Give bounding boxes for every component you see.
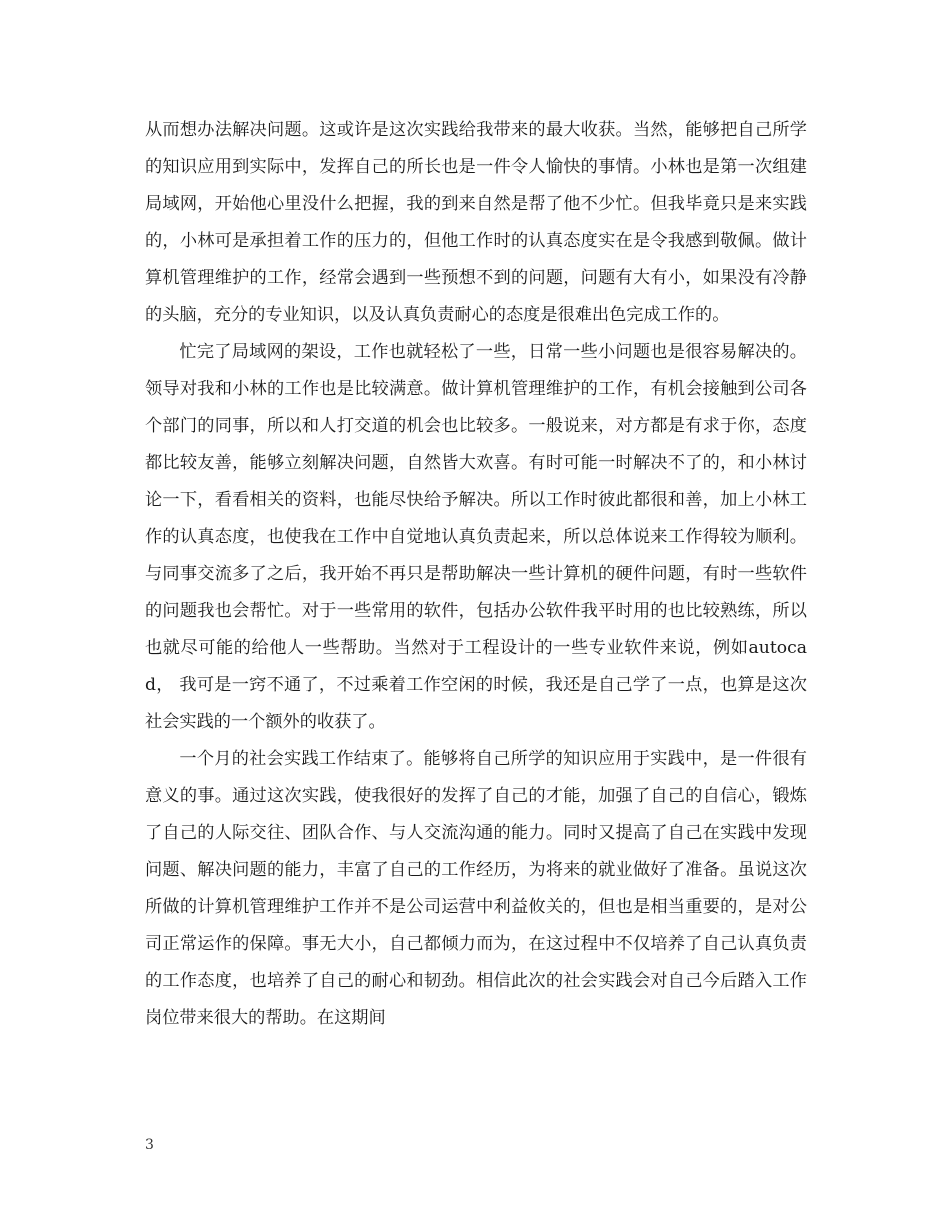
paragraph-3: 一个月的社会实践工作结束了。能够将自己所学的知识应用于实践中，是一件很有意义的事。通过这次实践，使我很好的发挥了自己的才能，加强了自己的自信心，锻炼了自己的人际交往、团队合作、与人交流沟通的能力。同时又提高了自己在实践中发现问题、解决问题的能力，丰富了自己的工作经历，为将来的就业做好了准备。虽说这次所做的计算机管理维护工作并不是公司运营中利益攸关的，但也是相当重要的，是对公司正常运作的保障。事无大小，自己都倾力而为，在这过程中不仅培养了自己认真负责的工作态度，也培养了自己的耐心和韧劲。相信此次的社会实践会对自己今后踏入工作岗位带来很大的帮助。在这期间 [145,749,807,1028]
paragraph-1: 从而想办法解决问题。这或许是这次实践给我带来的最大收获。当然，能够把自己所学的知识应用到实际中，发挥自己的所长也是一件令人愉快的事情。小林也是第一次组建局域网，开始他心里没什么把握，我的到来自然是帮了他不少忙。但我毕竟只是来实践的，小林可是承担着工作的压力的，但他工作时的认真态度实在是令我感到敬佩。做计算机管理维护的工作，经常会遇到一些预想不到的问题，问题有大有小，如果没有冷静的头脑，充分的专业知识，以及认真负责耐心的态度是很难出色完成工作的。 [145,120,807,325]
body-text [145,112,807,1037]
page-number: 3 [145,1137,154,1153]
paragraph-2: 忙完了局域网的架设，工作也就轻松了一些，日常一些小问题也是很容易解决的。领导对我和小林的工作也是比较满意。做计算机管理维护的工作，有机会接触到公司各个部门的同事，所以和人打交道的机会也比较多。一般说来，对方都是有求于你，态度都比较友善，能够立刻解决问题，自然皆大欢喜。有时可能一时解决不了的，和小林讨论一下，看看相关的资料，也能尽快给予解决。所以工作时彼此都很和善，加上小林工作的认真态度，也使我在工作中自觉地认真负责起来，所以总体说来工作得较为顺利。与同事交流多了之后，我开始不再只是帮助解决一些计算机的硬件问题，有时一些软件的问题我也会帮忙。对于一些常用的软件，包括办公软件我平时用的也比较熟练，所以也就尽可能的给他人一些帮助。当然对于工程设计的一些专业软件来说，例如autocad， 我可是一窍不通了，不过乘着工作空闲的时候，我还是自己学了一点，也算是这次社会实践的一个额外的收获了。 [145,342,807,732]
